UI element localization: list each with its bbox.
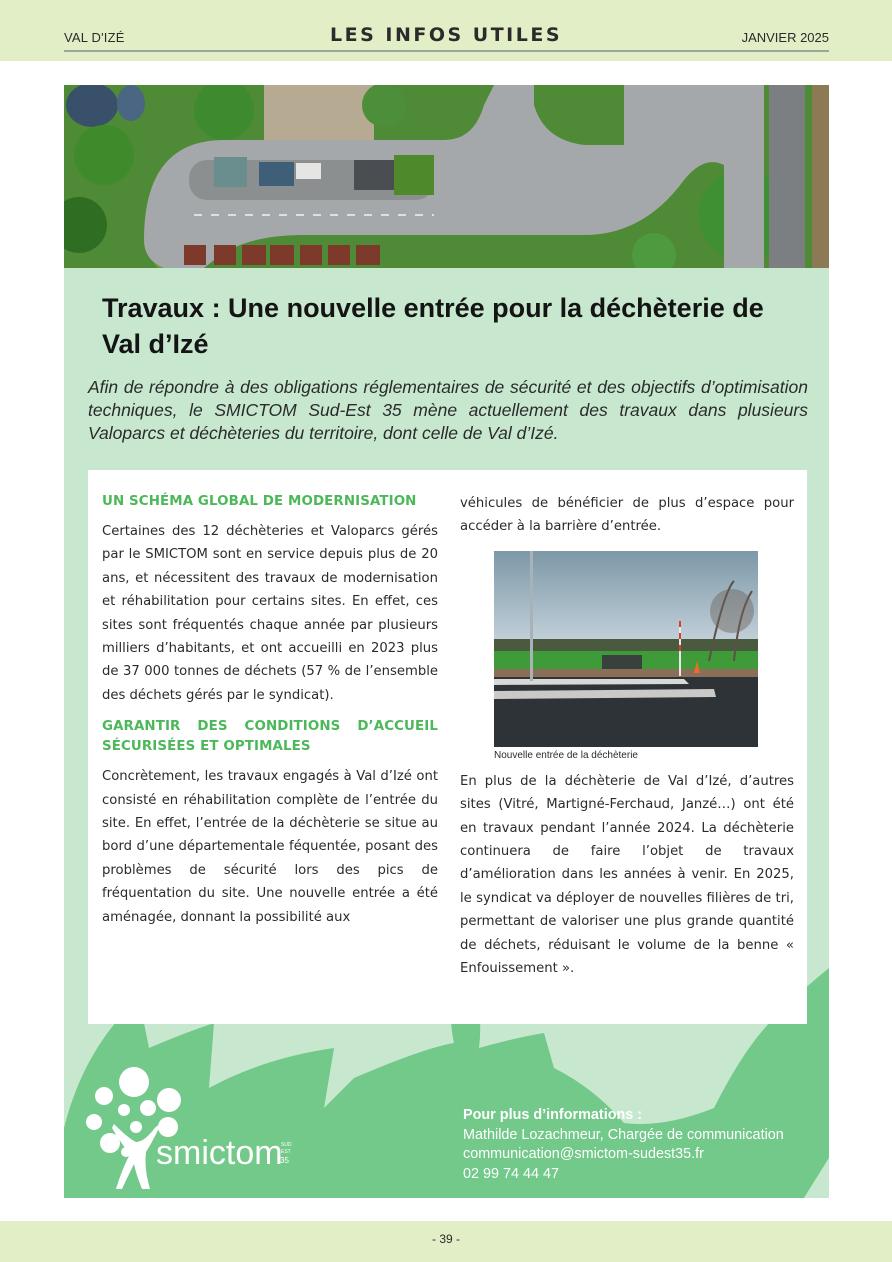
header-section-title: LES INFOS UTILES bbox=[329, 24, 562, 46]
article-panel bbox=[64, 268, 829, 1198]
closing-paragraph: En plus de la déchèterie de Val d’Izé, d’autres sites (Vitré, Martigné-Ferchaud, Janzé…) ont été en travaux pendant l’année 2024. La déchèterie continuera de faire l’objet de travaux d’amélioration dans les années à venir. En 2025, le syndicat va déployer de nouvelles filières de tri, permettant de valoriser une plus grande quantité de déchets, réduisant le volume de la benne « Enfouissement ». bbox=[460, 773, 794, 977]
section-paragraph-accueil: Concrètement, les travaux engagés à Val d’Izé ont consisté en réhabilitation complète de l’entrée du site. En effet, l’entrée de la déchèterie se situe au bord d’une départementale féquentée, posant des problèmes de sécurité lors des pics de fréquentation du site. Une nouvelle entrée a été aménagée, donnant la possibilité aux bbox=[102, 769, 438, 925]
smictom-logo bbox=[84, 1064, 294, 1194]
logo-wordmark: smictom bbox=[156, 1134, 283, 1172]
right-column bbox=[460, 492, 794, 980]
header-date: JANVIER 2025 bbox=[741, 30, 829, 45]
logo-tag-est: EST bbox=[281, 1149, 291, 1155]
photo-new-entrance-icon bbox=[494, 551, 758, 747]
figure bbox=[494, 551, 758, 764]
header-divider bbox=[64, 50, 829, 52]
aerial-photo-icon bbox=[64, 85, 829, 268]
contact-heading: Pour plus d’informations : bbox=[463, 1107, 643, 1123]
header-band bbox=[0, 0, 892, 61]
page-number: - 39 - bbox=[431, 1232, 460, 1246]
article-title: Travaux : Une nouvelle entrée pour la déchèterie de Val d’Izé bbox=[102, 293, 764, 359]
header-commune: VAL D'IZÉ bbox=[64, 30, 125, 45]
footer-band bbox=[0, 1221, 892, 1262]
smictom-tree-logo-icon bbox=[84, 1064, 294, 1194]
section-paragraph-accueil-continued: véhicules de bénéficier de plus d’espace pour accéder à la barrière d’entrée. bbox=[460, 496, 794, 535]
article-intro: Afin de répondre à des obligations réglementaires de sécurité et des objectifs d’optimisation techniques, le SMICTOM Sud-Est 35 mène actuellement des travaux dans plusieurs Valoparcs et déchèteries du territoire, dont celle de Val d’Izé. bbox=[88, 377, 808, 443]
article-card bbox=[88, 470, 807, 1024]
left-column bbox=[102, 492, 438, 929]
section-heading-accueil: GARANTIR DES CONDITIONS D’ACCUEIL SÉCURISÉES ET OPTIMALES bbox=[102, 719, 438, 755]
figure-caption: Nouvelle entrée de la déchèterie bbox=[494, 749, 638, 761]
hero-aerial-image bbox=[64, 85, 829, 268]
logo-tag-num: 35 bbox=[280, 1156, 289, 1165]
section-paragraph-modernisation: Certaines des 12 déchèteries et Valoparcs gérés par le SMICTOM sont en service depuis plus de 20 ans, et nécessitent des travaux de modernisation et réhabilitation pour certains sites. En effet, ces sites sont fréquentés chaque année par plusieurs milliers d’habitants, et ont accueilli en 2023 plus de 37 000 tonnes de déchets (57 % de l’ensemble des déchets gérés par le syndicat). bbox=[102, 524, 438, 703]
contact-person: Mathilde Lozachmeur, Chargée de communication bbox=[463, 1126, 784, 1143]
contact-phone[interactable]: 02 99 74 44 47 bbox=[463, 1165, 560, 1182]
contact-email[interactable]: communication@smictom-sudest35.fr bbox=[463, 1146, 704, 1162]
entrance-photo bbox=[494, 551, 758, 747]
section-heading-modernisation: UN SCHÉMA GLOBAL DE MODERNISATION bbox=[102, 494, 417, 509]
logo-tag-sud: SUD bbox=[281, 1142, 292, 1148]
contact-block bbox=[463, 1106, 784, 1184]
